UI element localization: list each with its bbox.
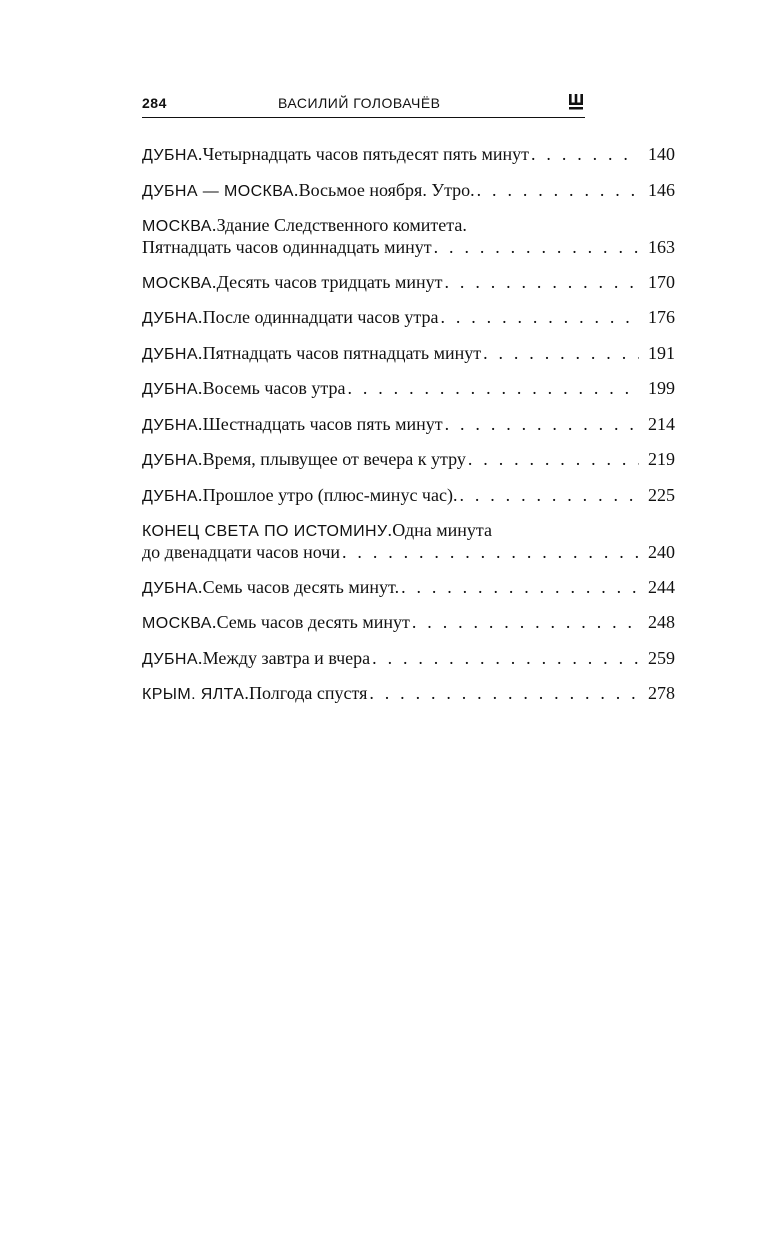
toc-title: Здание Следственного комитета. bbox=[216, 215, 467, 235]
toc-separator: . bbox=[244, 683, 250, 703]
toc-title-continuation: до двенадцати часов ночи bbox=[142, 542, 341, 562]
toc-place: ДУБНА bbox=[142, 579, 198, 597]
dot-leader bbox=[468, 449, 639, 470]
toc-page-number: 244 bbox=[648, 576, 675, 597]
toc-entry bbox=[142, 343, 675, 365]
toc-separator: . bbox=[197, 576, 203, 597]
toc-place: ДУБНА bbox=[142, 381, 198, 398]
toc-entry bbox=[142, 520, 675, 563]
toc-place: ДУБНА bbox=[142, 416, 198, 434]
toc-place: ДУБНА bbox=[142, 345, 198, 363]
toc-page-number: 146 bbox=[648, 179, 675, 200]
dot-leader bbox=[369, 683, 639, 704]
toc-entry bbox=[142, 272, 675, 294]
dot-leader bbox=[412, 612, 639, 633]
toc-separator: . bbox=[197, 307, 203, 327]
toc-title: Семь часов десять минут bbox=[216, 612, 410, 632]
toc-page-number: 259 bbox=[648, 647, 675, 668]
toc-entry bbox=[142, 215, 675, 258]
toc-page-number: 248 bbox=[648, 612, 675, 632]
toc-separator: . bbox=[211, 271, 217, 292]
toc-entry bbox=[142, 307, 675, 329]
toc-title: Восьмое ноября. Утро. bbox=[298, 179, 475, 200]
toc-page-number: 240 bbox=[648, 542, 675, 562]
toc-place: КОНЕЦ СВЕТА ПО ИСТОМИНУ bbox=[142, 523, 388, 540]
dot-leader bbox=[477, 180, 639, 201]
page-number: 284 bbox=[142, 95, 167, 111]
toc-entry bbox=[142, 485, 675, 507]
toc-title: Семь часов десять минут. bbox=[202, 576, 400, 597]
toc-place: МОСКВА bbox=[142, 218, 212, 235]
toc-separator: . bbox=[211, 215, 217, 235]
toc-entry bbox=[142, 577, 675, 599]
dot-leader bbox=[434, 237, 639, 258]
dot-leader bbox=[342, 542, 639, 563]
toc-place: ДУБНА bbox=[142, 310, 198, 327]
toc-entry bbox=[142, 612, 675, 634]
table-of-contents bbox=[142, 144, 675, 719]
dot-leader bbox=[459, 485, 639, 506]
toc-entry bbox=[142, 144, 675, 166]
toc-title: После одиннадцати часов утра bbox=[202, 307, 439, 327]
dot-leader bbox=[445, 272, 639, 293]
toc-place: МОСКВА bbox=[142, 274, 212, 292]
dot-leader bbox=[347, 378, 639, 399]
toc-title: Полгода спустя bbox=[249, 683, 368, 703]
toc-entry bbox=[142, 180, 675, 202]
toc-page-number: 163 bbox=[648, 237, 675, 257]
toc-page-number: 140 bbox=[648, 144, 675, 164]
toc-entry bbox=[142, 378, 675, 400]
toc-page-number: 225 bbox=[648, 484, 675, 505]
toc-separator: . bbox=[197, 413, 203, 434]
toc-separator: . bbox=[211, 612, 217, 632]
toc-place: ДУБНА bbox=[142, 147, 198, 164]
toc-title: Время, плывущее от вечера к утру bbox=[202, 449, 466, 469]
dot-leader bbox=[445, 414, 639, 435]
dot-leader bbox=[483, 343, 639, 364]
toc-entry bbox=[142, 414, 675, 436]
toc-separator: . bbox=[197, 378, 203, 398]
toc-title: Прошлое утро (плюс-минус час). bbox=[202, 484, 458, 505]
toc-page-number: 191 bbox=[648, 342, 675, 363]
toc-entry bbox=[142, 648, 675, 670]
toc-page-number: 170 bbox=[648, 271, 675, 292]
toc-place: ДУБНА — МОСКВА bbox=[142, 182, 294, 200]
toc-title: Четырнадцать часов пятьдесят пять минут bbox=[202, 144, 530, 164]
toc-separator: . bbox=[197, 449, 203, 469]
toc-page-number: 176 bbox=[648, 307, 675, 327]
toc-title: Одна минута bbox=[392, 520, 492, 540]
toc-page-number: 278 bbox=[648, 683, 675, 703]
toc-page-number: 199 bbox=[648, 378, 675, 398]
dot-leader bbox=[372, 648, 639, 669]
toc-separator: . bbox=[197, 144, 203, 164]
toc-title-continuation: Пятнадцать часов одиннадцать минут bbox=[142, 237, 432, 257]
toc-title: Восемь часов утра bbox=[202, 378, 346, 398]
toc-title: Между завтра и вчера bbox=[202, 647, 371, 668]
toc-title: Десять часов тридцать минут bbox=[216, 271, 443, 292]
toc-place: КРЫМ. ЯЛТА bbox=[142, 686, 245, 703]
toc-separator: . bbox=[293, 179, 299, 200]
toc-title: Шестнадцать часов пять минут bbox=[202, 413, 443, 434]
toc-place: ДУБНА bbox=[142, 650, 198, 668]
toc-separator: . bbox=[197, 484, 203, 505]
toc-separator: . bbox=[387, 520, 393, 540]
toc-separator: . bbox=[197, 342, 203, 363]
toc-page-number: 219 bbox=[648, 449, 675, 469]
dot-leader bbox=[401, 577, 639, 598]
toc-separator: . bbox=[197, 647, 203, 668]
toc-place: ДУБНА bbox=[142, 487, 198, 505]
running-head bbox=[142, 93, 585, 118]
toc-entry bbox=[142, 449, 675, 471]
toc-entry bbox=[142, 683, 675, 705]
toc-page-number: 214 bbox=[648, 413, 675, 434]
toc-title: Пятнадцать часов пятнадцать минут bbox=[202, 342, 482, 363]
toc-place: МОСКВА bbox=[142, 615, 212, 632]
dot-leader bbox=[531, 144, 639, 165]
publisher-logo-icon bbox=[568, 93, 584, 111]
toc-place: ДУБНА bbox=[142, 452, 198, 469]
dot-leader bbox=[440, 307, 639, 328]
author-name: ВАСИЛИЙ ГОЛОВАЧЁВ bbox=[278, 95, 441, 111]
